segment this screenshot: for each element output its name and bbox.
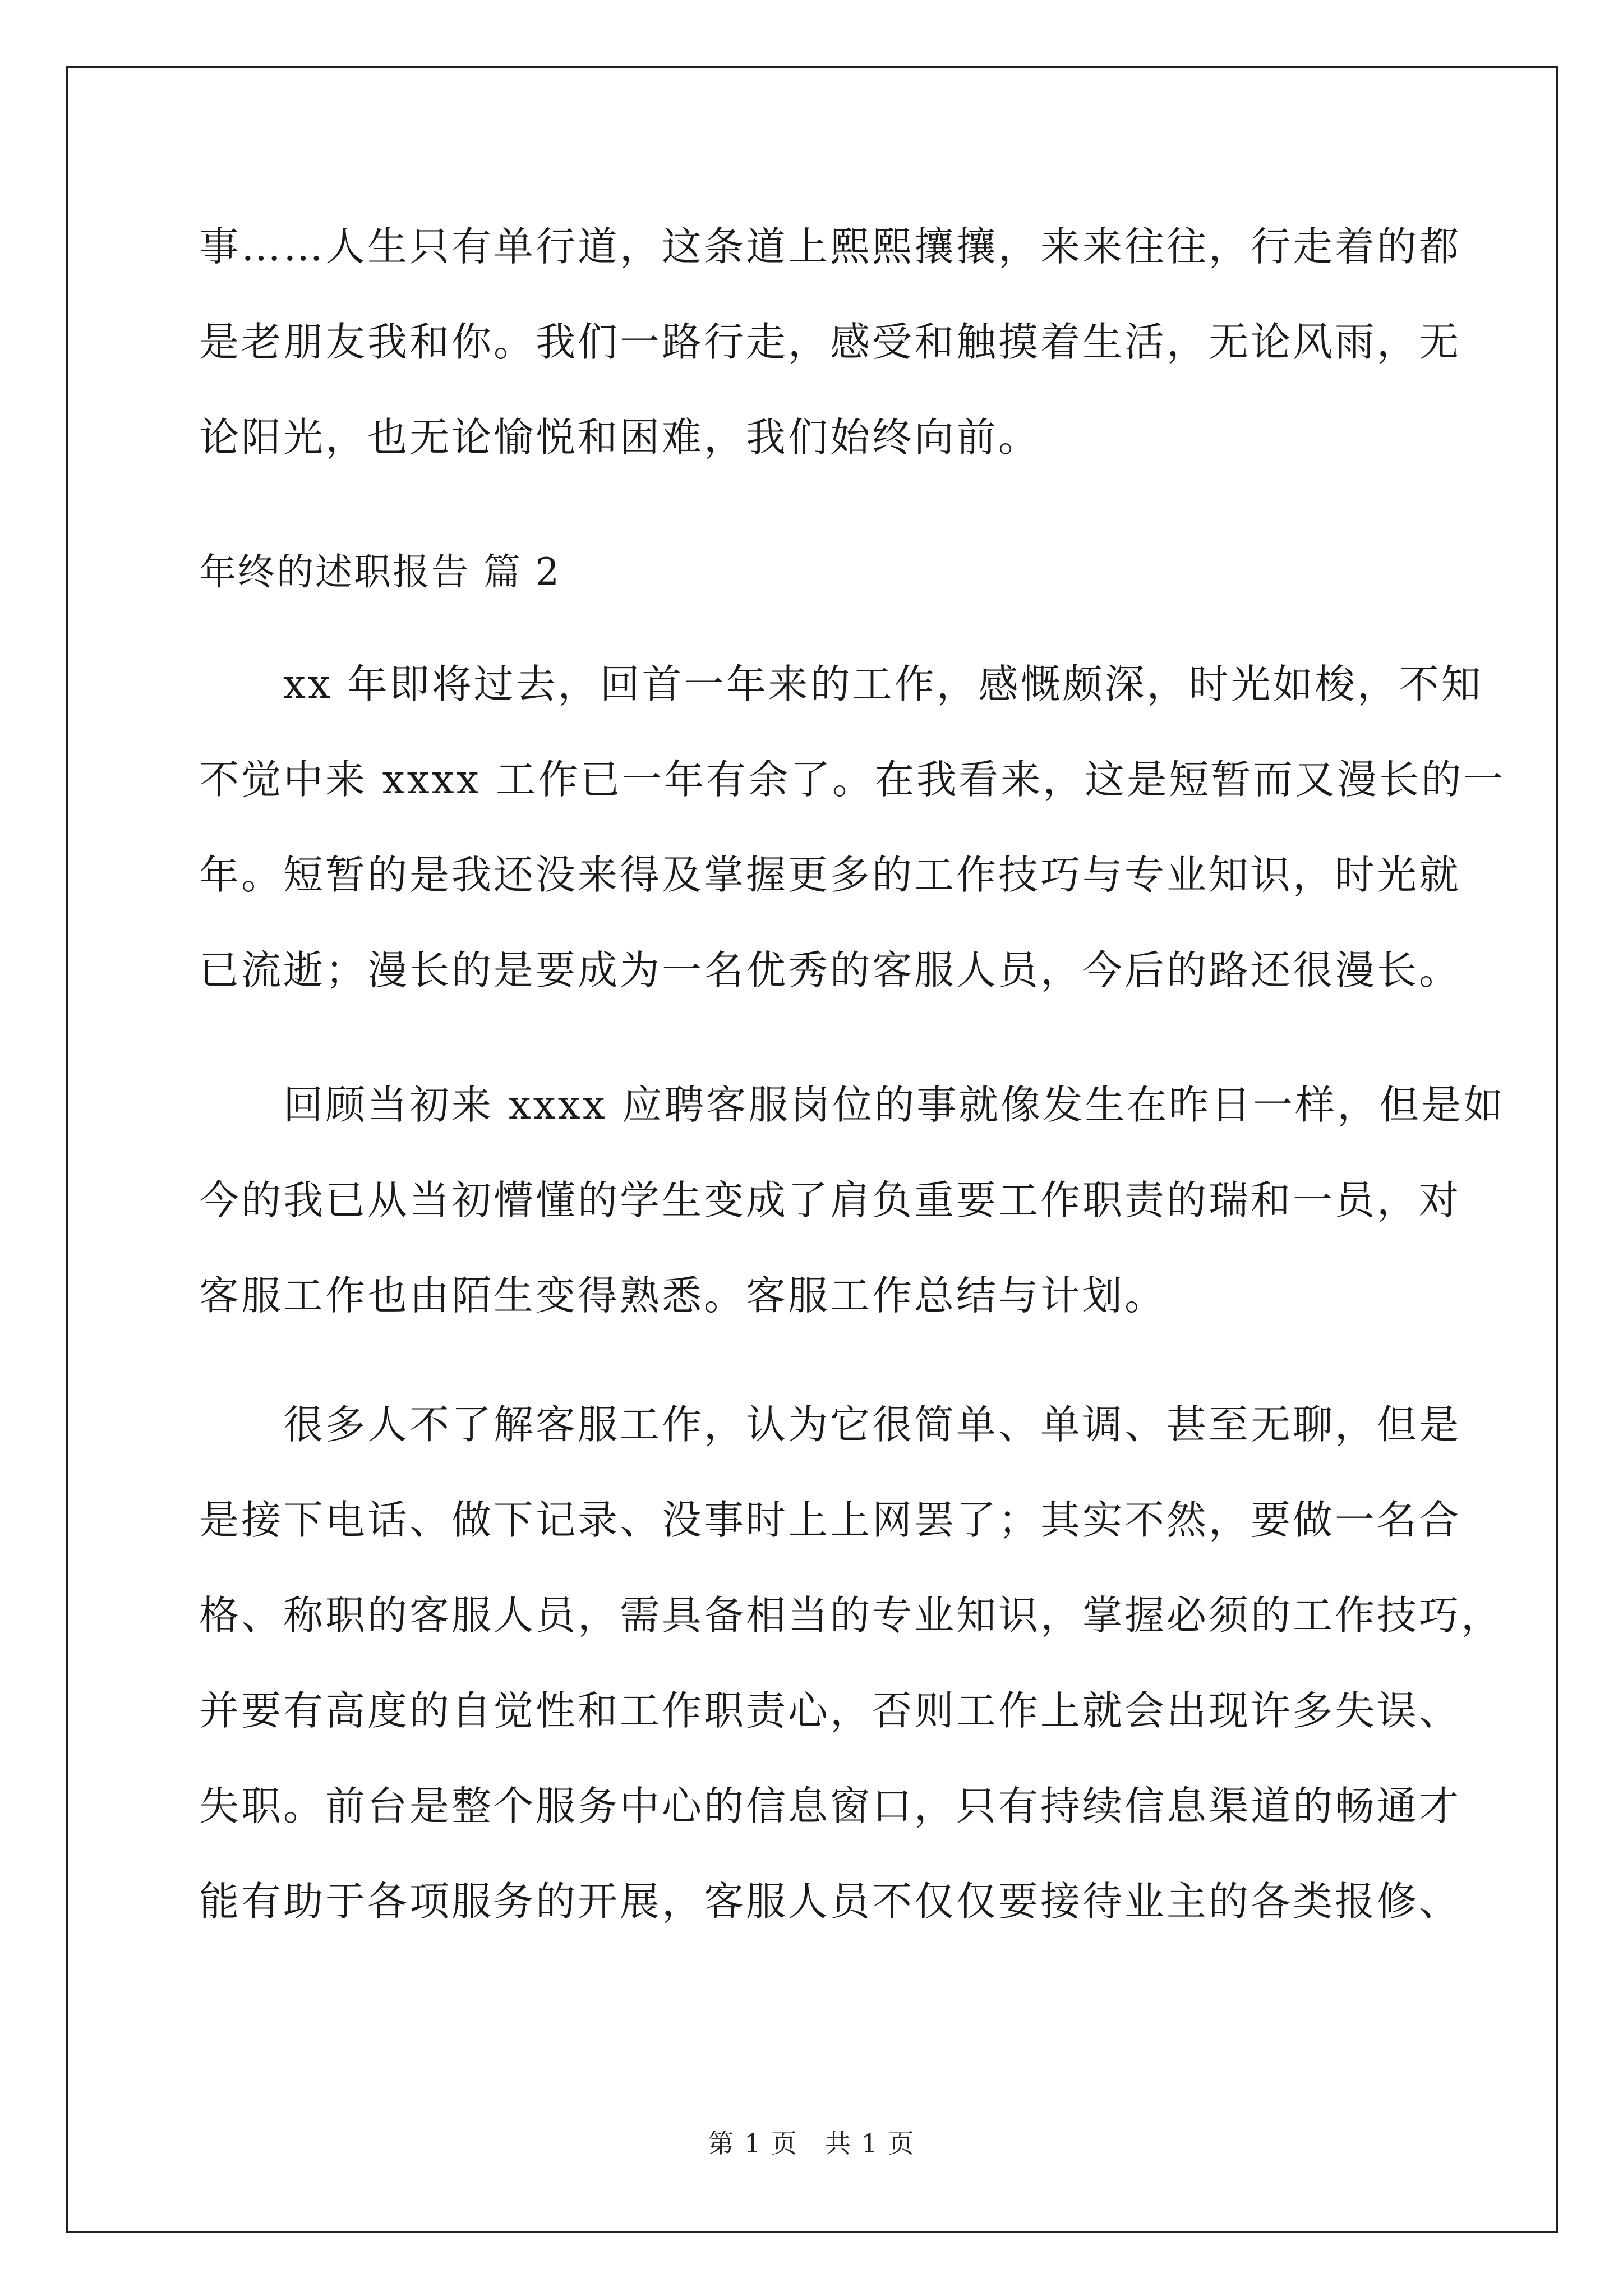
body-line: 事……人生只有单行道，这条道上熙熙攘攘，来来往往，行走着的都 [199, 223, 1461, 270]
body-line: 是接下电话、做下记录、没事时上上网罢了；其实不然，要做一名合 [199, 1497, 1461, 1543]
body-line: 客服工作也由陌生变得熟悉。客服工作总结与计划。 [199, 1272, 1167, 1319]
body-line: 论阳光，也无论愉悦和困难，我们始终向前。 [199, 414, 1041, 461]
body-line: 已流逝；漫长的是要成为一名优秀的客服人员，今后的路还很漫长。 [199, 947, 1461, 993]
body-line: 格、称职的客服人员，需具备相当的专业知识，掌握必须的工作技巧， [199, 1592, 1504, 1639]
body-line: 年。短暂的是我还没来得及掌握更多的工作技巧与专业知识，时光就 [199, 852, 1461, 898]
body-line: xx 年即将过去，回首一年来的工作，感慨颇深，时光如梭，不知 [283, 661, 1483, 707]
body-line: 很多人不了解客服工作，认为它很简单、单调、甚至无聊，但是 [283, 1401, 1461, 1448]
body-line: 能有助于各项服务的开展，客服人员不仅仅要接待业主的各类报修、 [199, 1878, 1461, 1925]
body-line: 失职。前台是整个服务中心的信息窗口，只有持续信息渠道的畅通才 [199, 1783, 1461, 1829]
body-line: 是老朋友我和你。我们一路行走，感受和触摸着生活，无论风雨，无 [199, 319, 1461, 365]
page-footer: 第 1 页 共 1 页 [708, 2128, 915, 2159]
body-line: 不觉中来 xxxx 工作已一年有余了。在我看来，这是短暂而又漫长的一 [199, 756, 1506, 803]
body-line: 今的我已从当初懵懂的学生变成了肩负重要工作职责的瑞和一员，对 [199, 1177, 1461, 1223]
section-heading: 年终的述职报告 篇 2 [199, 550, 561, 593]
body-line: 回顾当初来 xxxx 应聘客服岗位的事就像发生在昨日一样，但是如 [283, 1082, 1506, 1128]
body-line: 并要有高度的自觉性和工作职责心，否则工作上就会出现许多失误、 [199, 1687, 1461, 1734]
